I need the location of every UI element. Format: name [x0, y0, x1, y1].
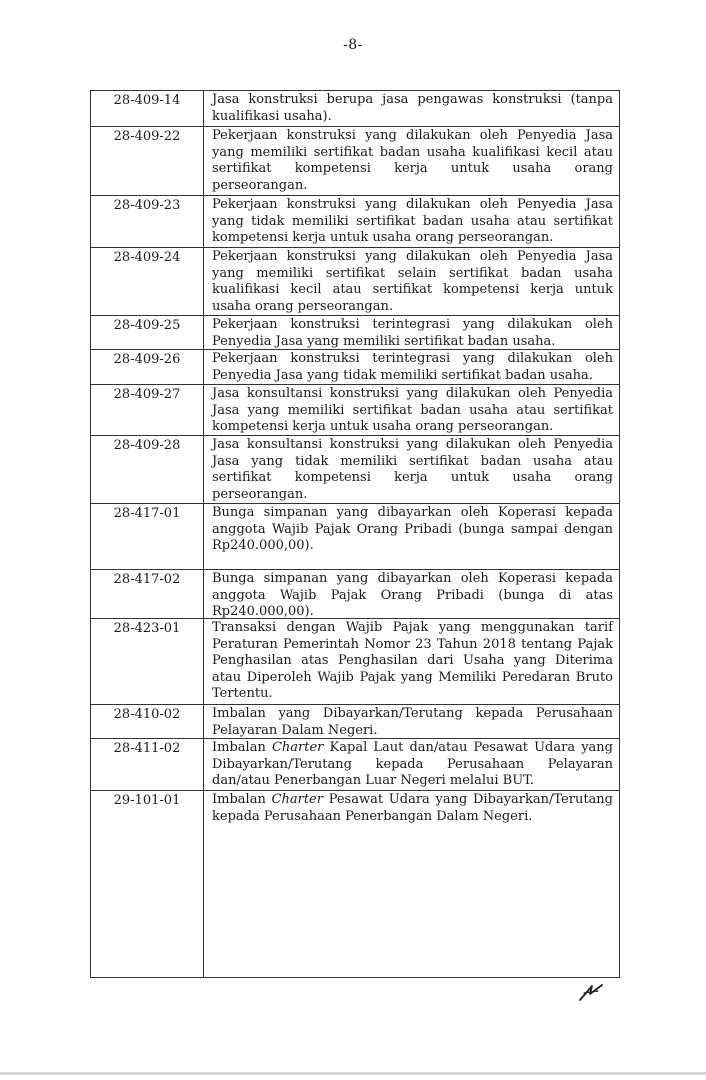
page-number: -8- — [343, 37, 363, 53]
row-description: Jasa konstruksi berupa jasa pengawas konstruksi (tanpa kualifikasi usaha). — [212, 92, 613, 124]
row-code: 28-410-02 — [91, 705, 204, 738]
table-row — [91, 248, 619, 316]
table-row — [91, 739, 619, 791]
page-edge — [0, 1072, 706, 1075]
table-row — [91, 791, 619, 977]
row-description: Pekerjaan konstruksi terintegrasi yang dilakukan oleh Penyedia Jasa yang memiliki sertifikat badan usaha. — [212, 317, 613, 349]
table-row — [91, 127, 619, 196]
row-description: Pekerjaan konstruksi yang dilakukan oleh Penyedia Jasa yang tidak memiliki sertifikat badan usaha atau sertifikat kompetensi kerja untuk usaha orang perseorangan. — [212, 197, 613, 245]
table-row — [91, 385, 619, 436]
table-row — [91, 350, 619, 385]
desc-italic-term: Charter — [271, 792, 323, 807]
row-description: Transaksi dengan Wajib Pajak yang menggunakan tarif Peraturan Pemerintah Nomor 23 Tahun 2018 tentang Pajak Penghasilan atas Penghasilan dari Usaha yang Diterima atau Diperoleh Wajib Pajak yang Memiliki Peredaran Bruto Tertentu. — [212, 620, 613, 701]
row-description — [204, 791, 619, 977]
row-code: 29-101-01 — [91, 791, 204, 977]
table-row — [91, 91, 619, 127]
row-code: 28-409-23 — [91, 196, 204, 247]
row-description: Pekerjaan konstruksi terintegrasi yang dilakukan oleh Penyedia Jasa yang tidak memiliki sertifikat badan usaha. — [212, 351, 613, 383]
desc-part: Kapal Laut dan/atau Pesawat Udara yang Dibayarkan/Terutang kepada Perusahaan Pelayaran dan/atau Penerbangan Luar Negeri melalui BUT. — [212, 740, 613, 788]
row-code: 28-409-22 — [91, 127, 204, 195]
desc-part: Pesawat Udara yang Dibayarkan/Terutang kepada Perusahaan Penerbangan Dalam Negeri. — [212, 792, 613, 824]
table-row — [91, 619, 619, 705]
table-row — [91, 436, 619, 504]
row-description: Jasa konsultansi konstruksi yang dilakukan oleh Penyedia Jasa yang memiliki sertifikat badan usaha atau sertifikat kompetensi kerja untuk usaha orang perseorangan. — [212, 386, 613, 434]
table-row — [91, 316, 619, 350]
row-description: Pekerjaan konstruksi yang dilakukan oleh Penyedia Jasa yang memiliki sertifikat badan usaha kualifikasi kecil atau sertifikat kompetensi kerja untuk usaha orang perseorangan. — [212, 128, 613, 193]
row-code: 28-423-01 — [91, 619, 204, 704]
paraf-mark — [578, 982, 604, 1002]
desc-italic-term: Charter — [271, 740, 324, 755]
row-code: 28-409-28 — [91, 436, 204, 503]
row-description: Bunga simpanan yang dibayarkan oleh Koperasi kepada anggota Wajib Pajak Orang Pribadi (bunga di atas Rp240.000,00). — [212, 571, 613, 618]
row-code: 28-409-24 — [91, 248, 204, 315]
row-description: Bunga simpanan yang dibayarkan oleh Koperasi kepada anggota Wajib Pajak Orang Pribadi (bunga sampai dengan Rp240.000,00). — [212, 505, 613, 553]
row-code: 28-411-02 — [91, 739, 204, 790]
table-row — [91, 570, 619, 619]
table-row — [91, 196, 619, 248]
row-description — [204, 739, 619, 790]
table-row — [91, 705, 619, 739]
table-row — [91, 504, 619, 570]
row-code: 28-409-26 — [91, 350, 204, 384]
code-table — [90, 90, 620, 978]
row-description: Jasa konsultansi konstruksi yang dilakukan oleh Penyedia Jasa yang tidak memiliki sertifikat badan usaha atau sertifikat kompetensi kerja untuk usaha orang perseorangan. — [212, 437, 613, 502]
desc-part: Imbalan — [212, 792, 272, 807]
desc-part: Imbalan — [212, 740, 272, 755]
row-code: 28-417-01 — [91, 504, 204, 569]
row-code: 28-409-25 — [91, 316, 204, 349]
row-code: 28-409-14 — [91, 91, 204, 126]
row-description: Imbalan yang Dibayarkan/Terutang kepada Perusahaan Pelayaran Dalam Negeri. — [212, 706, 613, 738]
row-code: 28-417-02 — [91, 570, 204, 618]
row-code: 28-409-27 — [91, 385, 204, 435]
row-description: Pekerjaan konstruksi yang dilakukan oleh Penyedia Jasa yang memiliki sertifikat selain sertifikat badan usaha kualifikasi kecil atau sertifikat kompetensi kerja untuk usaha orang perseorangan. — [212, 249, 613, 314]
